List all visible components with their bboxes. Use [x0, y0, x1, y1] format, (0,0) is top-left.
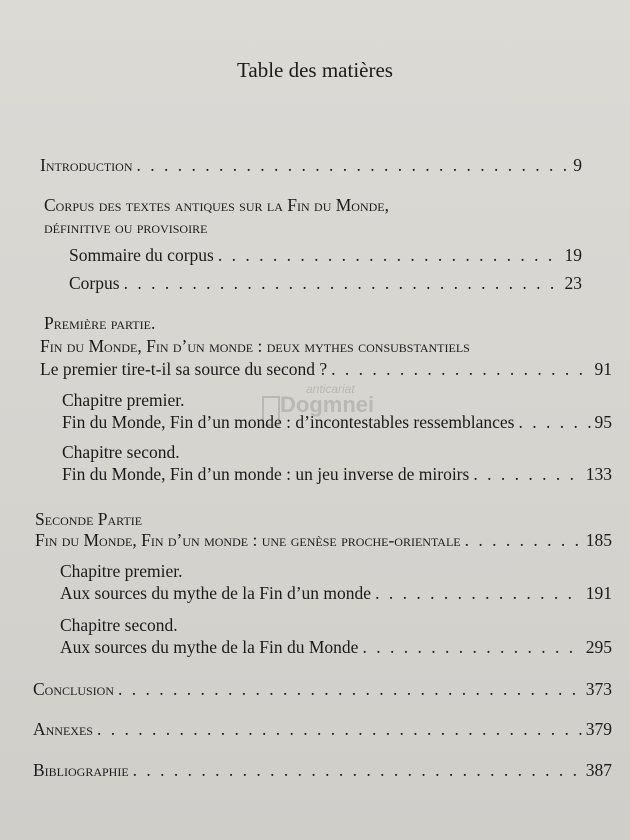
toc-entry-introduction	[40, 155, 582, 176]
toc-entry-sommaire	[69, 245, 582, 266]
toc-page: 95	[594, 412, 612, 432]
toc-label: Le premier tire-t-il sa source du second ?	[40, 359, 328, 379]
toc-label: Conclusion	[33, 679, 115, 699]
toc-entry-p2-chapter2	[60, 637, 612, 658]
toc-page: 191	[585, 583, 612, 603]
part1-heading: Première partie.	[44, 313, 156, 333]
toc-entry-annexes	[33, 719, 612, 740]
leader-dots	[218, 245, 561, 266]
toc-label: Aux sources du mythe de la Fin du Monde	[60, 637, 359, 657]
toc-entry-corpus	[69, 273, 582, 294]
toc-label: Corpus	[69, 273, 120, 293]
toc-entry-part1	[40, 359, 612, 380]
leader-dots	[137, 155, 570, 176]
toc-page: 91	[594, 359, 612, 379]
leader-dots	[133, 760, 582, 781]
leader-dots	[124, 273, 561, 294]
toc-page: 133	[585, 464, 612, 484]
p2-chapter1-heading: Chapitre premier.	[60, 561, 183, 581]
leader-dots	[362, 637, 581, 658]
toc-page: 379	[585, 719, 612, 739]
toc-page: 373	[585, 679, 612, 699]
part2-heading: Seconde Partie	[35, 509, 143, 529]
p1-chapter2-heading: Chapitre second.	[62, 442, 180, 462]
leader-dots	[473, 464, 581, 485]
toc-entry-part2	[35, 530, 612, 551]
toc-label: Fin du Monde, Fin d’un monde : une genèse proche-orientale	[35, 530, 461, 550]
toc-page: 185	[585, 530, 612, 550]
p1-chapter1-heading: Chapitre premier.	[62, 390, 185, 410]
toc-entry-p1-chapter2	[62, 464, 612, 485]
toc-entry-p2-chapter1	[60, 583, 612, 604]
corpus-heading-line1: Corpus des textes antiques sur la Fin du Monde,	[44, 195, 390, 215]
watermark-small-text: anticariat	[306, 382, 355, 396]
leader-dots	[331, 359, 590, 380]
part1-title-line1: Fin du Monde, Fin d’un monde : deux mythes consubstantiels	[40, 336, 470, 356]
p2-chapter2-heading: Chapitre second.	[60, 615, 178, 635]
toc-entry-conclusion	[33, 679, 612, 700]
toc-label: Bibliographie	[33, 760, 129, 780]
toc-page: 23	[564, 273, 582, 293]
leader-dots	[118, 679, 582, 700]
toc-label: Sommaire du corpus	[69, 245, 214, 265]
toc-page: 19	[564, 245, 582, 265]
page-title: Table des matières	[237, 58, 393, 82]
watermark-big-text: Dogmnei	[280, 392, 375, 417]
toc-entry-p1-chapter1	[62, 412, 612, 433]
toc-label: Fin du Monde, Fin d’un monde : d’incontestables ressemblances	[62, 412, 515, 432]
leader-dots	[375, 583, 582, 604]
toc-page: 295	[585, 637, 612, 657]
toc-label: Introduction	[40, 155, 133, 175]
toc-entry-bibliographie	[33, 760, 612, 781]
toc-page: 9	[573, 155, 582, 175]
corpus-heading-line2: définitive ou provisoire	[44, 217, 208, 237]
leader-dots	[97, 719, 582, 740]
toc-label: Fin du Monde, Fin d’un monde : un jeu inverse de miroirs	[62, 464, 470, 484]
leader-dots	[519, 412, 591, 433]
toc-label: Aux sources du mythe de la Fin d’un monde	[60, 583, 372, 603]
toc-label: Annexes	[33, 719, 93, 739]
leader-dots	[465, 530, 582, 551]
toc-page: 387	[585, 760, 612, 780]
